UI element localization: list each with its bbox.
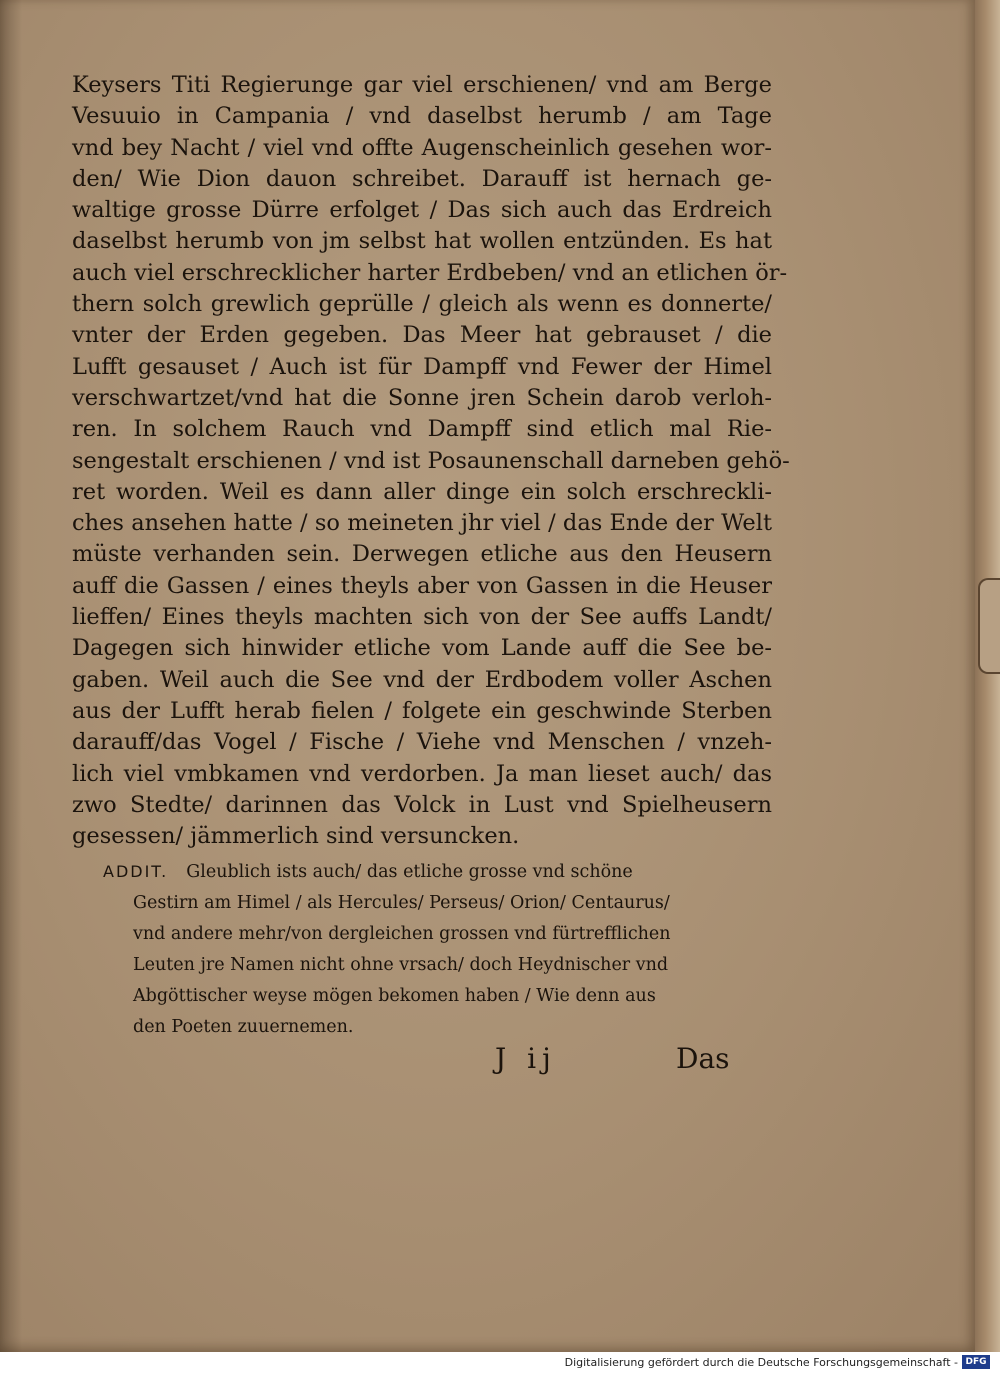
text-line: Keysers Titi Regierunge gar viel erschienen/ vnd am Berge (72, 72, 772, 98)
text-line: gaben. Weil auch die See vnd der Erdbodem voller Aschen (72, 666, 772, 693)
text-line: ches ansehen hatte / so meineten jhr viel / das Ende der Welt (72, 510, 772, 537)
signature-mark: J ij (495, 1042, 557, 1075)
text-line: vnter der Erden gegeben. Das Meer hat gebrauset / die (72, 322, 772, 349)
text-line: ren. In solchem Rauch vnd Dampff sind etlich mal Rie- (72, 416, 772, 443)
digitization-credit: Digitalisierung gefördert durch die Deutsche Forschungsgemeinschaft - (564, 1356, 958, 1369)
text-line: Lufft gesauset / Auch ist für Dampff vnd Fewer der Himel (72, 353, 772, 380)
addit-text-line: Gleublich ists auch/ das etliche grosse vnd schöne (186, 862, 633, 882)
binding-shadow (0, 0, 22, 1352)
text-line: verschwartzet/vnd hat die Sonne jren Schein darob verloh- (72, 384, 772, 411)
text-line: sengestalt erschienen / vnd ist Posaunenschall darneben gehö- (72, 447, 790, 474)
main-text-block (72, 70, 790, 852)
text-line: Vesuuio in Campania / vnd daselbst herumb / am Tage (72, 103, 772, 130)
text-line: lich viel vmbkamen vnd verdorben. Ja man lieset auch/ das (72, 760, 772, 787)
text-line: gesessen/ jämmerlich sind versuncken. (72, 823, 520, 850)
text-line: lieffen/ Eines theyls machten sich von der See auffs Landt/ (72, 604, 772, 631)
addit-text-line: den Poeten zuuernemen. (133, 1017, 354, 1037)
text-line: aus der Lufft herab fielen / folgete ein geschwinde Sterben (72, 697, 772, 724)
text-line: auch viel erschrecklicher harter Erdbeben/ vnd an etlichen ör- (72, 259, 788, 286)
addit-label: ADDIT. (103, 862, 169, 881)
text-line: den/ Wie Dion dauon schreibet. Darauff ist hernach ge- (72, 165, 772, 192)
addit-text-line: Gestirn am Himel / als Hercules/ Perseus/ Orion/ Centaurus/ (133, 893, 670, 913)
text-line: auff die Gassen / eines theyls aber von Gassen in die Heuser (72, 572, 772, 599)
addit-text-line: Abgöttischer weyse mögen bekomen haben / Wie denn aus (133, 986, 656, 1006)
text-line: Dagegen sich hinwider etliche vom Lande auff die See be- (72, 635, 772, 662)
text-line: daselbst herumb von jm selbst hat wollen entzünden. Es hat (72, 228, 772, 255)
text-line: zwo Stedte/ darinnen das Volck in Lust vnd Spielheusern (72, 791, 772, 818)
text-line: ret worden. Weil es dann aller dinge ein solch erschreckli- (72, 478, 772, 505)
addit-note (103, 856, 743, 1043)
page-tab-edge (978, 578, 1000, 674)
page-edge (975, 0, 1000, 1352)
text-line: waltige grosse Dürre erfolget / Das sich auch das Erdreich (72, 197, 772, 224)
catchword: Das (676, 1042, 730, 1075)
dfg-logo-icon: DFG (962, 1355, 990, 1369)
addit-first-line (103, 856, 743, 888)
addit-text-line: vnd andere mehr/von dergleichen grossen vnd fürtrefflichen (133, 924, 671, 944)
addit-text-line: Leuten jre Namen nicht ohne vrsach/ doch Heydnischer vnd (133, 955, 669, 975)
text-line: thern solch grewlich geprülle / gleich als wenn es donnerte/ (72, 291, 772, 318)
text-line: vnd bey Nacht / viel vnd offte Augenscheinlich gesehen wor- (72, 134, 772, 161)
text-line: müste verhanden sein. Derwegen etliche aus den Heusern (72, 541, 772, 568)
text-line: darauff/das Vogel / Fische / Viehe vnd Menschen / vnzeh- (72, 729, 772, 756)
